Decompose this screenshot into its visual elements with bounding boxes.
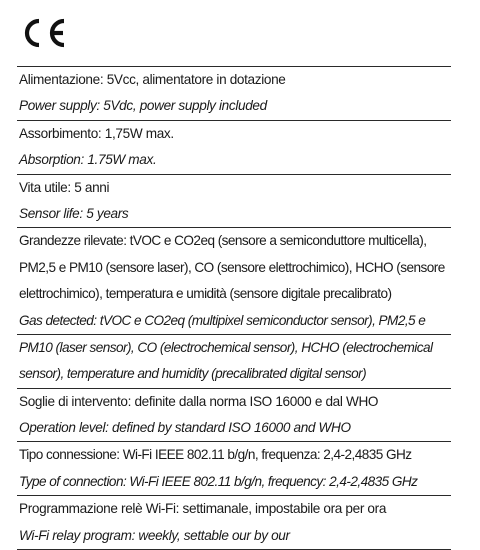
spec-italian-line: Assorbimento: 1,75W max.	[19, 125, 174, 141]
spec-connection-type	[17, 442, 451, 496]
spec-sensor-life	[17, 175, 451, 229]
spec-power-supply	[17, 67, 451, 121]
spec-english-line: sensor), temperature and humidity (precalibrated digital sensor)	[19, 366, 367, 382]
spec-english-line: Type of connection: Wi-Fi IEEE 802.11 b/g/n, frequency: 2,4-2,4835 GHz	[19, 473, 418, 489]
spec-italian-line: Alimentazione: 5Vcc, alimentatore in dotazione	[19, 72, 286, 87]
spec-english-line: Wi-Fi relay program: weekly, settable our by our	[19, 527, 290, 543]
spec-english-line: Gas detected: tVOC e CO2eq (multipixel semiconductor sensor), PM2,5 e	[19, 312, 426, 328]
spec-english-line: Power supply: 5Vdc, power supply included	[19, 98, 267, 114]
spec-english-line: Operation level: defined by standard ISO 16000 and WHO	[19, 420, 351, 436]
spec-relay-program	[17, 496, 451, 550]
spec-italian-line: Soglie di intervento: definite dalla norma ISO 16000 e dal WHO	[19, 393, 379, 409]
spec-english-line: PM10 (laser sensor), CO (electrochemical sensor), HCHO (electrochemical	[17, 334, 451, 361]
spec-italian-line: PM2,5 e PM10 (sensore laser), CO (sensore elettrochimico), HCHO (sensore	[19, 259, 445, 275]
spec-italian-line: elettrochimico), temperatura e umidità (sensore digitale precalibrato)	[19, 286, 392, 302]
spec-italian-line: Programmazione relè Wi-Fi: settimanale, impostabile ora per ora	[19, 501, 387, 517]
spec-english-line: Absorption: 1.75W max.	[19, 152, 157, 168]
spec-italian-line: Grandezze rilevate: tVOC e CO2eq (sensore a semiconduttore multicella),	[19, 233, 427, 249]
ce-marking-icon	[20, 14, 68, 52]
spec-english-line: Sensor life: 5 years	[19, 205, 129, 221]
spec-italian-line: Vita utile: 5 anni	[19, 179, 110, 195]
spec-italian-line: Tipo connessione: Wi-Fi IEEE 802.11 b/g/n, frequenza: 2,4-2,4835 GHz	[19, 447, 412, 463]
spec-operation-level	[17, 389, 451, 443]
spec-detected-quantities	[17, 228, 451, 388]
spec-absorption	[17, 121, 451, 175]
spec-table	[17, 66, 451, 550]
